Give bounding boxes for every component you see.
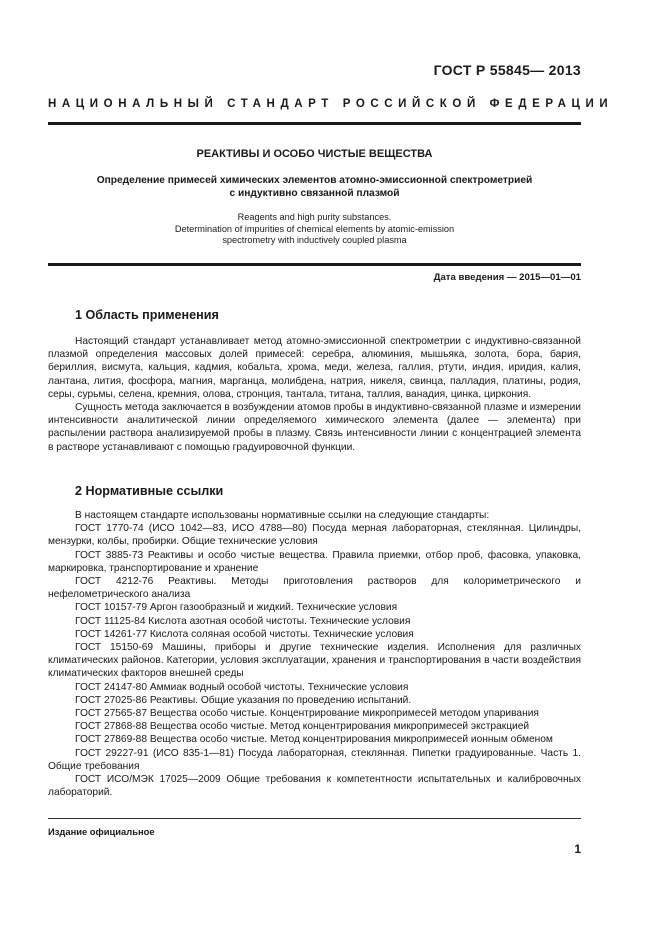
- english-title: [48, 212, 581, 247]
- section-2-body: [48, 509, 581, 799]
- reference-item: ГОСТ 11125-84 Кислота азотная особой чистоты. Технические условия: [75, 615, 411, 627]
- reference-item: ГОСТ ИСО/МЭК 17025—2009 Общие требования к компетентности испытательных и калибровочных лабораторий.: [48, 774, 581, 799]
- national-standard-banner: НАЦИОНАЛЬНЫЙ СТАНДАРТ РОССИЙСКОЙ ФЕДЕРАЦИИ: [48, 98, 614, 110]
- reference-item: ГОСТ 27868-88 Вещества особо чистые. Метод концентрирования микропримесей экстракцией: [75, 721, 530, 733]
- english-title-line: spectrometry with inductively coupled plasma: [222, 235, 407, 245]
- reference-item: ГОСТ 15150-69 Машины, приборы и другие технические изделия. Исполнения для различных климатических районов. Категории, условия эксплуатации, хранения и транспортирования в части воздействия климатических факторов внешней среды: [48, 642, 581, 680]
- introduction-date: Дата введения — 2015—01—01: [433, 272, 581, 283]
- reference-item: ГОСТ 29227-91 (ИСО 835-1—81) Посуда лабораторная, стеклянная. Пипетки градуированные. Часть 1. Общие требования: [48, 747, 581, 772]
- reference-item: ГОСТ 1770-74 (ИСО 1042—83, ИСО 4788—80) Посуда мерная лабораторная, стеклянная. Цилиндры, мензурки, колбы, пробирки. Общие технические условия: [48, 523, 581, 548]
- paragraph: Настоящий стандарт устанавливает метод атомно-эмиссионной спектрометрии с индуктивно-связанной плазмой определения массовых долей примесей: серебра, алюминия, мышьяка, золота, бора, бария, бериллия, висмута, кальция, кадмия, кобальта, хрома, меди, железа, галлия, ртути, индия, иридия, калия, лантана, лития, фосфора, магния, марганца, молибдена, натрия, никеля, свинца, палладия, платины, родия, серы, сурьмы, селена, кремния, олова, стронция, тантала, титана, таллия, ванадия, цинка, циркония.: [48, 336, 581, 400]
- reference-item: ГОСТ 14261-77 Кислота соляная особой чистоты. Технические условия: [75, 628, 414, 640]
- reference-item: ГОСТ 3885-73 Реактивы и особо чистые вещества. Правила приемки, отбор проб, фасовка, упаковка, маркировка, транспортирование и хранение: [48, 549, 581, 574]
- section-1-body: [48, 335, 581, 454]
- section-1-heading: 1 Область применения: [75, 308, 219, 322]
- reference-item: ГОСТ 27869-88 Вещества особо чистые. Метод концентрирования микропримесей ионным обменом: [75, 734, 553, 746]
- paragraph: Сущность метода заключается в возбуждении атомов пробы в индуктивно-связанной плазме и измерении интенсивности аналитической линии определяемого химического элемента (далее — элемента) при распылении раствора анализируемой пробы в плазму. Связь интенсивности линии с концентрацией элемента в растворе устанавливают с помощью градуировочной функции.: [48, 402, 581, 453]
- gost-number: ГОСТ Р 55845— 2013: [433, 62, 581, 78]
- footer-rule: [48, 818, 581, 819]
- title-rule: [48, 263, 581, 266]
- reference-item: ГОСТ 10157-79 Аргон газообразный и жидкий. Технические условия: [75, 602, 398, 614]
- page-number: 1: [574, 842, 581, 856]
- document-title: РЕАКТИВЫ И ОСОБО ЧИСТЫЕ ВЕЩЕСТВА: [196, 148, 433, 160]
- english-title-line: Reagents and high purity substances.: [237, 212, 392, 222]
- subtitle-line: с индуктивно связанной плазмой: [229, 188, 400, 199]
- subtitle-line: Определение примесей химических элементов атомно-эмиссионной спектрометрией: [96, 175, 533, 186]
- section-2-heading: 2 Нормативные ссылки: [75, 484, 224, 498]
- paragraph: В настоящем стандарте использованы нормативные ссылки на следующие стандарты:: [75, 510, 490, 521]
- header-rule: [48, 122, 581, 125]
- english-title-line: Determination of impurities of chemical elements by atomic-emission: [174, 223, 455, 234]
- document-subtitle: [48, 174, 581, 200]
- official-edition-label: Издание официальное: [48, 826, 155, 837]
- reference-item: ГОСТ 27025-86 Реактивы. Общие указания по проведению испытаний.: [75, 694, 412, 706]
- reference-item: ГОСТ 27565-87 Вещества особо чистые. Концентрирование микропримесей методом упаривания: [75, 708, 539, 720]
- reference-item: ГОСТ 4212-76 Реактивы. Методы приготовления растворов для колориметрического и нефелометрического анализа: [48, 576, 581, 601]
- reference-item: ГОСТ 24147-80 Аммиак водный особой чистоты. Технические условия: [75, 681, 409, 693]
